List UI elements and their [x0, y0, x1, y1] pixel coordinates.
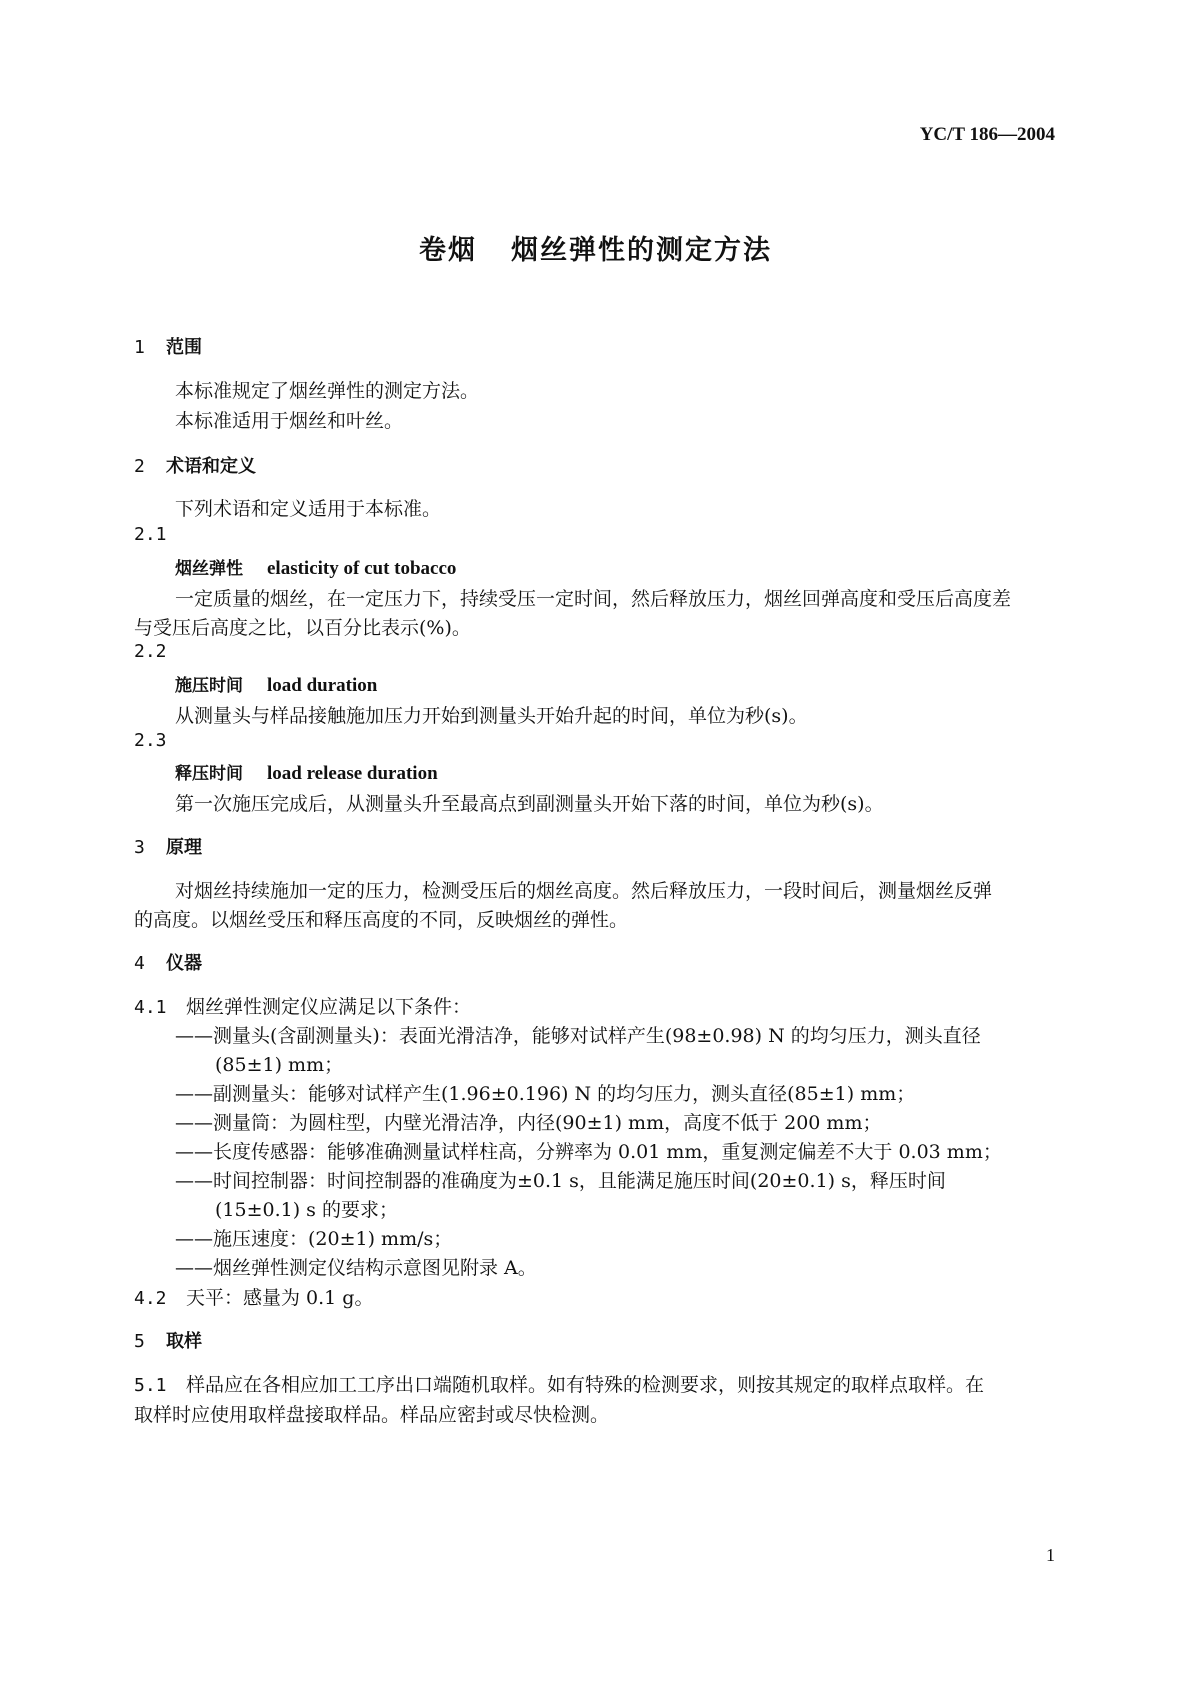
list-item: ——测量筒：为圆柱型，内壁光滑洁净，内径(90±1) mm，高度不低于 200 mm； — [175, 1112, 882, 1134]
section-title: 仪器 — [166, 953, 202, 974]
term-cn: 烟丝弹性 — [175, 559, 243, 579]
section-number: 4 — [134, 953, 145, 974]
section-number: 1 — [134, 337, 145, 358]
term-2-1-def-line-1: 一定质量的烟丝，在一定压力下，持续受压一定时间，然后释放压力，烟丝回弹高度和受压后高度差 — [175, 588, 1012, 610]
term-2-3-def: 第一次施压完成后，从测量头升至最高点到副测量头开始下落的时间，单位为秒(s)。 — [175, 793, 884, 815]
section-2-intro: 下列术语和定义适用于本标准。 — [175, 498, 442, 520]
term-cn: 施压时间 — [175, 676, 243, 696]
term-2-2 — [175, 671, 377, 697]
section-number: 2 — [134, 456, 145, 477]
title-part-2: 烟丝弹性的测定方法 — [511, 235, 772, 266]
document-title — [0, 228, 1191, 267]
term-en: load duration — [267, 675, 378, 696]
clause-text: 天平：感量为 0.1 g。 — [186, 1287, 374, 1309]
section-title: 术语和定义 — [166, 456, 256, 477]
clause-5-1 — [134, 1370, 984, 1397]
term-en: elasticity of cut tobacco — [267, 558, 457, 579]
list-item: ——长度传感器：能够准确测量试样柱高，分辨率为 0.01 mm，重复测定偏差不大于 0.03 mm； — [175, 1141, 1002, 1163]
clause-number: 5.1 — [134, 1375, 167, 1396]
clause-text: 烟丝弹性测定仪应满足以下条件： — [186, 996, 472, 1018]
clause-2-1-number: 2.1 — [134, 524, 167, 545]
list-item-continuation: (15±0.1) s 的要求； — [215, 1199, 398, 1221]
section-3-line-2: 的高度。以烟丝受压和释压高度的不同，反映烟丝的弹性。 — [134, 909, 629, 931]
standard-code: YC/T 186—2004 — [919, 124, 1055, 145]
clause-number: 4.2 — [134, 1288, 167, 1309]
list-item: ——烟丝弹性测定仪结构示意图见附录 A。 — [175, 1257, 537, 1279]
clause-5-1-line-2: 取样时应使用取样盘接取样品。样品应密封或尽快检测。 — [134, 1404, 610, 1426]
list-item: ——测量头(含副测量头)：表面光滑洁净，能够对试样产生(98±0.98) N 的均匀压力，测头直径 — [175, 1025, 981, 1047]
section-title: 原理 — [166, 837, 202, 858]
section-title: 取样 — [166, 1331, 202, 1352]
term-2-3 — [175, 759, 438, 785]
section-title: 范围 — [166, 337, 202, 358]
list-item-continuation: (85±1) mm； — [215, 1054, 344, 1076]
term-2-1-def-line-2: 与受压后高度之比，以百分比表示(%)。 — [134, 617, 471, 639]
clause-number: 4.1 — [134, 997, 167, 1018]
section-4-heading — [134, 949, 202, 975]
term-cn: 释压时间 — [175, 764, 243, 784]
list-item: ——时间控制器：时间控制器的准确度为±0.1 s，且能满足施压时间(20±0.1) s，释压时间 — [175, 1170, 946, 1192]
clause-4-1 — [134, 992, 471, 1019]
list-item: ——施压速度：(20±1) mm/s； — [175, 1228, 453, 1250]
section-2-heading — [134, 452, 256, 478]
section-3-heading — [134, 833, 202, 859]
section-1-heading — [134, 333, 202, 359]
section-3-line-1: 对烟丝持续施加一定的压力，检测受压后的烟丝高度。然后释放压力，一段时间后，测量烟丝反弹 — [175, 880, 993, 902]
section-5-heading — [134, 1327, 202, 1353]
clause-2-2-number: 2.2 — [134, 641, 167, 662]
list-item: ——副测量头：能够对试样产生(1.96±0.196) N 的均匀压力，测头直径(85±1) mm； — [175, 1083, 916, 1105]
section-1-para-2: 本标准适用于烟丝和叶丝。 — [175, 410, 404, 432]
clause-text: 样品应在各相应加工工序出口端随机取样。如有特殊的检测要求，则按其规定的取样点取样。在 — [186, 1374, 985, 1396]
clause-2-3-number: 2.3 — [134, 730, 167, 751]
section-number: 5 — [134, 1331, 145, 1352]
term-en: load release duration — [267, 763, 438, 784]
clause-4-2 — [134, 1283, 373, 1310]
section-number: 3 — [134, 837, 145, 858]
term-2-1 — [175, 554, 456, 580]
term-2-2-def: 从测量头与样品接触施加压力开始到测量头开始升起的时间，单位为秒(s)。 — [175, 705, 808, 727]
title-part-1: 卷烟 — [419, 235, 477, 266]
page-number: 1 — [1046, 1545, 1055, 1565]
section-1-para-1: 本标准规定了烟丝弹性的测定方法。 — [175, 380, 480, 402]
